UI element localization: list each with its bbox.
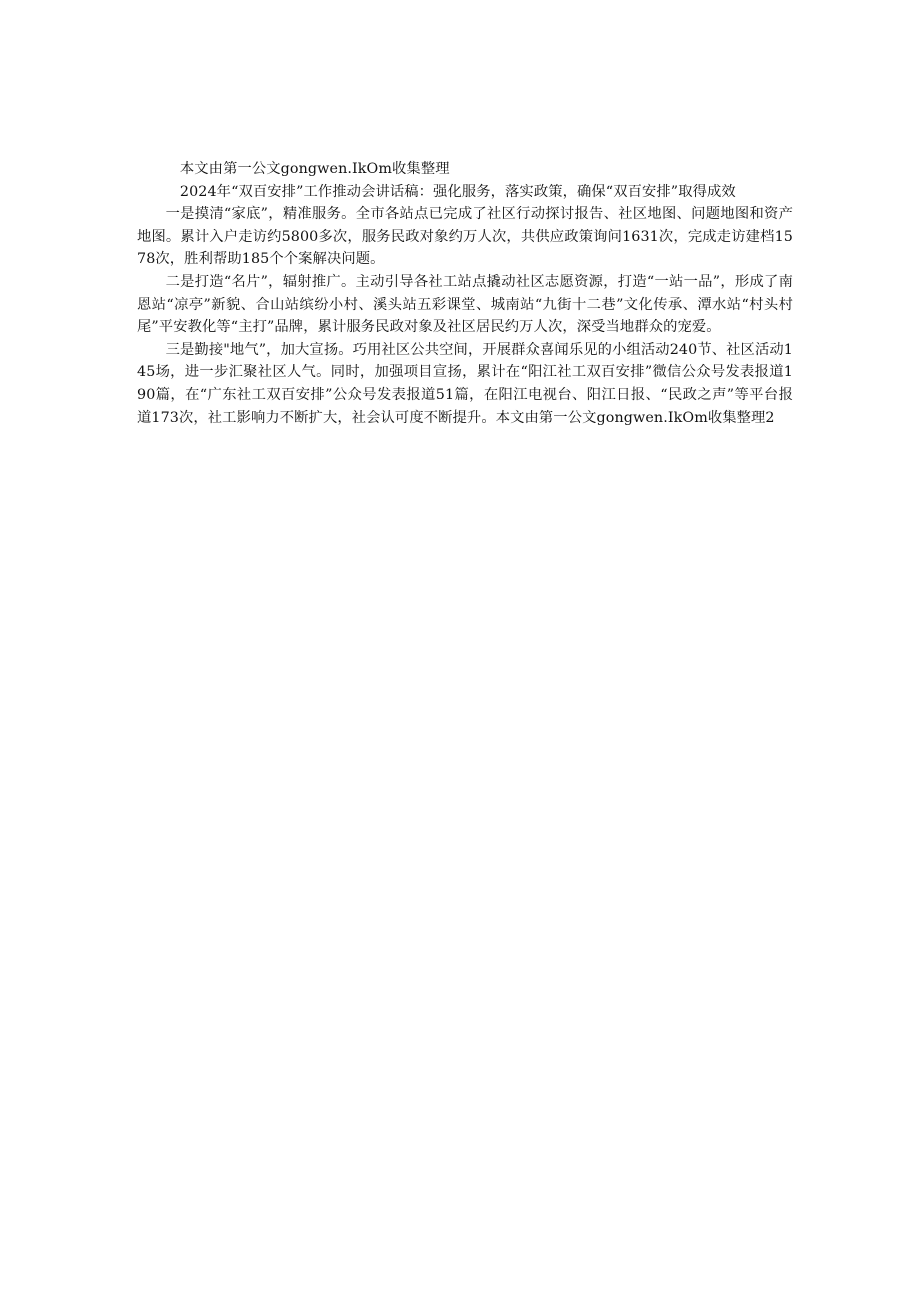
document-body [137,158,793,429]
source-note: 本文由第一公文gongwen.IkOm收集整理 [179,161,450,177]
paragraph-3: 三是勤接"地气”，加大宣扬。巧用社区公共空间，开展群众喜闻乐见的小组活动240节、社区活动145场，进一步汇聚社区人气。同时，加强项目宣扬，累计在“阳江社工双百安排”微信公众号发表报道190篇，在“广东社工双百安排”公众号发表报道51篇，在阳江电视台、阳江日报、“民政之声”等平台报道173次，社工影响力不断扩大，社会认可度不断提升。本文由第一公文gongwen.IkOm收集整理2 [137,341,793,426]
paragraph-2: 二是打造“名片”，辐射推广。主动引导各社工站点撬动社区志愿资源，打造“一站一品”，形成了南恩站“凉亭”新貌、合山站缤纷小村、溪头站五彩课堂、城南站“九街十二巷”文化传承、潭水站“村头村尾”平安教化等“主打”品牌，累计服务民政对象及社区居民约万人次，深受当地群众的宠爱。 [137,273,793,336]
document-title: 2024年“双百安排”工作推动会讲话稿：强化服务，落实政策，确保“双百安排”取得成效 [179,183,736,200]
paragraph-1: 一是摸清“家底”，精准服务。全市各站点已完成了社区行动探讨报告、社区地图、问题地图和资产地图。累计入户走访约5800多次，服务民政对象约万人次，共供应政策询问1631次，完成走访建档1578次，胜利帮助185个个案解决问题。 [137,206,793,268]
